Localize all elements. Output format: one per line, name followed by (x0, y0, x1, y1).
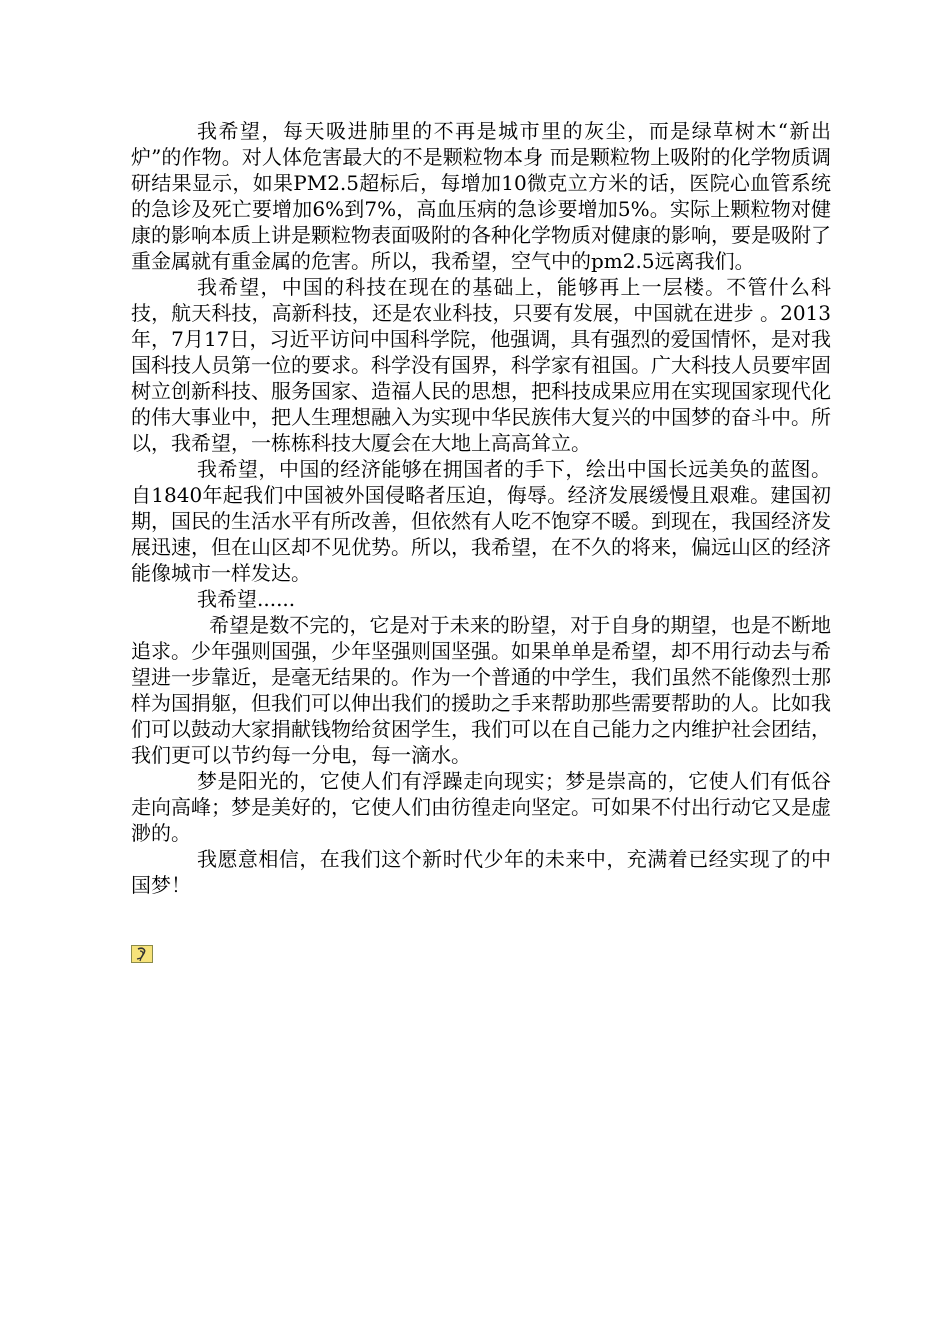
paragraph-dream: 梦是阳光的，它使人们有浮躁走向现实；梦是崇高的，它使人们有低谷走向高峰；梦是美好的，它使人们由彷徨走向坚定。可如果不付出行动它又是虚渺的。 (131, 769, 831, 845)
document-body (131, 118, 831, 898)
paragraph-economy: 我希望，中国的经济能够在拥国者的手下，绘出中国长远美奂的蓝图。自1840年起我们中国被外国侵略者压迫，侮辱。经济发展缓慢且艰难。建国初期，国民的生活水平有所改善，但依然有人吃不饱穿不暖。到现在，我国经济发展迅速，但在山区却不见优势。所以，我希望，在不久的将来，偏远山区的经济能像城市一样发达。 (131, 457, 831, 585)
paragraph-hope-ellipsis: 我希望...... (197, 587, 296, 611)
paragraph-conclusion: 我愿意相信，在我们这个新时代少年的未来中，充满着已经实现了的中国梦！ (131, 847, 831, 897)
paragraph-technology: 我希望，中国的科技在现在的基础上，能够再上一层楼。不管什么科技，航天科技，高新科技，还是农业科技，只要有发展，中国就在进步 。2013年，7月17日，习近平访问中国科学院，他强调，具有强烈的爱国情怀，是对我国科技人员第一位的要求。科学没有国界，科学家有祖国。广大科技人员要牢固树立创新科技、服务国家、造福人民的思想，把科技成果应用在实现国家现代化的伟大事业中，把人生理想融入为实现中华民族伟大复兴的中国梦的奋斗中。所以，我希望，一栋栋科技大厦会在大地上高高耸立。 (131, 275, 831, 455)
embedded-object-icon[interactable] (131, 945, 153, 963)
paragraph-hope-action: 希望是数不完的，它是对于未来的盼望，对于自身的期望，也是不断地追求。少年强则国强，少年坚强则国坚强。如果单单是希望，却不用行动去与希望进一步靠近，是毫无结果的。作为一个普通的中学生，我们虽然不能像烈士那样为国捐躯，但我们可以伸出我们的援助之手来帮助那些需要帮助的人。比如我们可以鼓动大家捐献钱物给贫困学生，我们可以在自己能力之内维护社会团结，我们更可以节约每一分电，每一滴水。 (131, 613, 831, 767)
paragraph-air-quality: 我希望，每天吸进肺里的不再是城市里的灰尘，而是绿草树木“新出炉”的作物。对人体危害最大的不是颗粒物本身 而是颗粒物上吸附的化学物质调研结果显示，如果PM2.5超标后，每增加10微克立方米的话，医院心血管系统的急诊及死亡要增加6%到7%，高血压病的急诊要增加5%。实际上颗粒物对健康的影响本质上讲是颗粒物表面吸附的各种化学物质对健康的影响，要是吸附了重金属就有重金属的危害。所以，我希望，空气中的pm2.5远离我们。 (131, 119, 831, 273)
